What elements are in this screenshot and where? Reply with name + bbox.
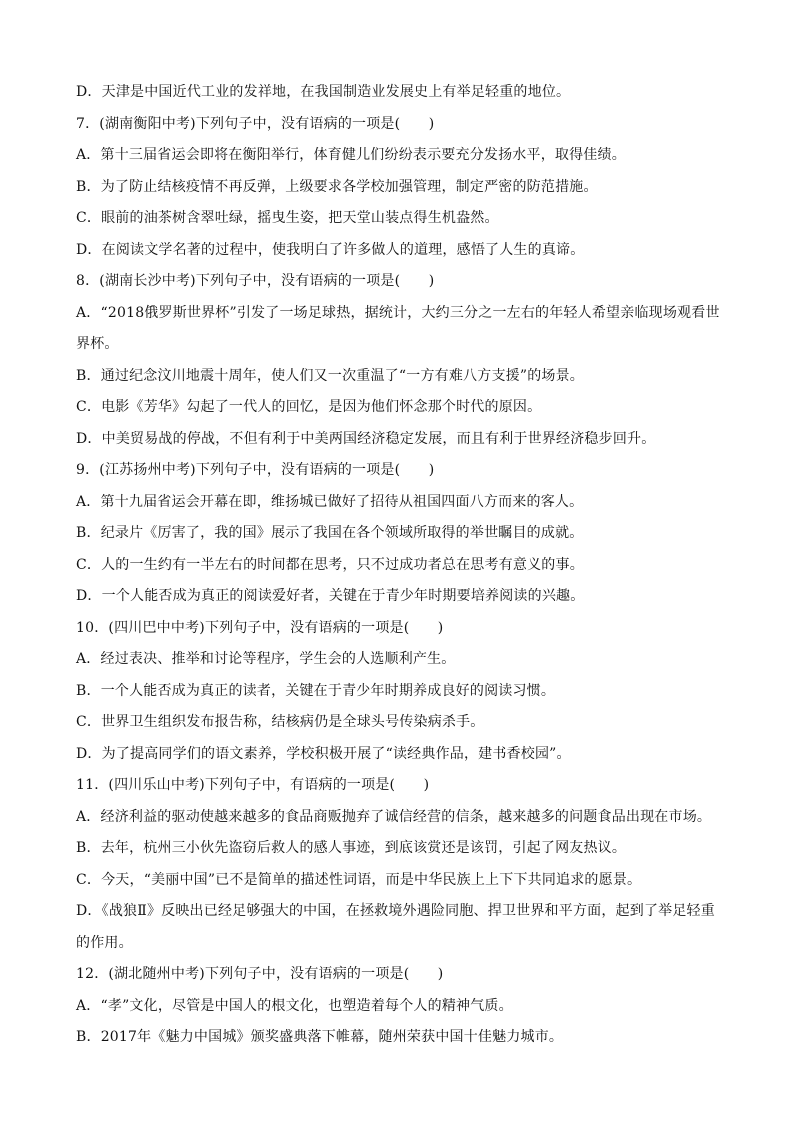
option-c-q11: C．今天，“美丽中国”已不是简单的描述性词语，而是中华民族上上下下共同追求的愿景。 <box>76 871 642 888</box>
option-d-q6: D．天津是中国近代工业的发祥地，在我国制造业发展史上有举足轻重的地位。 <box>76 84 571 100</box>
option-b-q11: B．去年，杭州三小伙先盗窃后救人的感人事迹，到底该赏还是该罚，引起了网友热议。 <box>76 840 627 856</box>
option-b-q9: B．纪录片《厉害了，我的国》展示了我国在各个领域所取得的举世瞩目的成就。 <box>76 525 584 541</box>
option-a-q8-line2: 界杯。 <box>76 336 119 352</box>
option-c-q9: C．人的一生约有一半左右的时间都在思考，只不过成功者总在思考有意义的事。 <box>76 556 584 573</box>
option-b-q7: B．为了防止结核疫情不再反弹，上级要求各学校加强管理，制定严密的防范措施。 <box>76 178 598 195</box>
option-a-q9: A．第十九届省运会开幕在即，维扬城已做好了招待从祖国四面八方而来的客人。 <box>76 493 584 510</box>
option-d-q7: D．在阅读文学名著的过程中，使我明白了许多做人的道理，感悟了人生的真谛。 <box>76 241 585 258</box>
question-7-stem: 7．(湖南衡阳中考)下列句子中，没有语病的一项是( ) <box>76 115 435 132</box>
question-9-stem: 9．(江苏扬州中考)下列句子中，没有语病的一项是( ) <box>76 462 435 478</box>
option-d-q11-line1: D．《战狼Ⅱ》反映出已经足够强大的中国，在拯救境外遇险同胞、捍卫世界和平方面，起到了举足轻重 <box>76 903 715 919</box>
option-d-q8: D．中美贸易战的停战，不但有利于中美两国经济稳定发展，而且有利于世界经济稳步回升。 <box>76 430 656 447</box>
question-11-stem: 11．(四川乐山中考)下列句子中，有语病的一项是( ) <box>76 777 430 793</box>
option-c-q8: C．电影《芳华》勾起了一代人的回忆，是因为他们怀念那个时代的原因。 <box>76 399 542 415</box>
option-a-q12: A．“孝”文化，尽管是中国人的根文化，也塑造着每个人的精神气质。 <box>76 997 513 1014</box>
option-b-q12: B．2017年《魅力中国城》颁奖盛典落下帷幕，随州荣获中国十佳魅力城市。 <box>76 1029 564 1045</box>
option-a-q7: A．第十三届省运会即将在衡阳举行，体育健儿们纷纷表示要充分发扬水平，取得佳绩。 <box>76 147 626 163</box>
option-d-q10: D．为了提高同学们的语文素养，学校积极开展了“读经典作品，建书香校园”。 <box>76 745 571 762</box>
option-b-q10: B．一个人能否成为真正的读者，关键在于青少年时期养成良好的阅读习惯。 <box>76 682 556 699</box>
option-b-q8: B．通过纪念汶川地震十周年，使人们又一次重温了“一方有难八方支援”的场景。 <box>76 367 585 384</box>
question-8-stem: 8．(湖南长沙中考)下列句子中，没有语病的一项是( ) <box>76 273 435 289</box>
option-d-q11-line2: 的作用。 <box>76 934 133 951</box>
option-c-q7: C．眼前的油茶树含翠吐绿，摇曳生姿，把天堂山装点得生机盎然。 <box>76 210 499 226</box>
document-page <box>76 77 726 1054</box>
option-d-q9: D．一个人能否成为真正的阅读爱好者，关键在于青少年时期要培养阅读的兴趣。 <box>76 588 585 604</box>
option-a-q8-line1: A．“2018俄罗斯世界杯”引发了一场足球热，据统计，大约三分之一左右的年轻人希望亲临现场观看世 <box>76 304 720 321</box>
option-a-q10: A．经过表决、推举和讨论等程序，学生会的人选顺利产生。 <box>76 651 456 667</box>
option-c-q10: C．世界卫生组织发布报告称，结核病仍是全球头号传染病杀手。 <box>76 714 485 730</box>
question-12-stem: 12．(湖北随州中考)下列句子中，没有语病的一项是( ) <box>76 966 444 982</box>
question-10-stem: 10．(四川巴中中考)下列句子中，没有语病的一项是( ) <box>76 619 444 636</box>
option-a-q11: A．经济利益的驱动使越来越多的食品商贩抛弃了诚信经营的信条，越来越多的问题食品出现在市场。 <box>76 808 712 825</box>
